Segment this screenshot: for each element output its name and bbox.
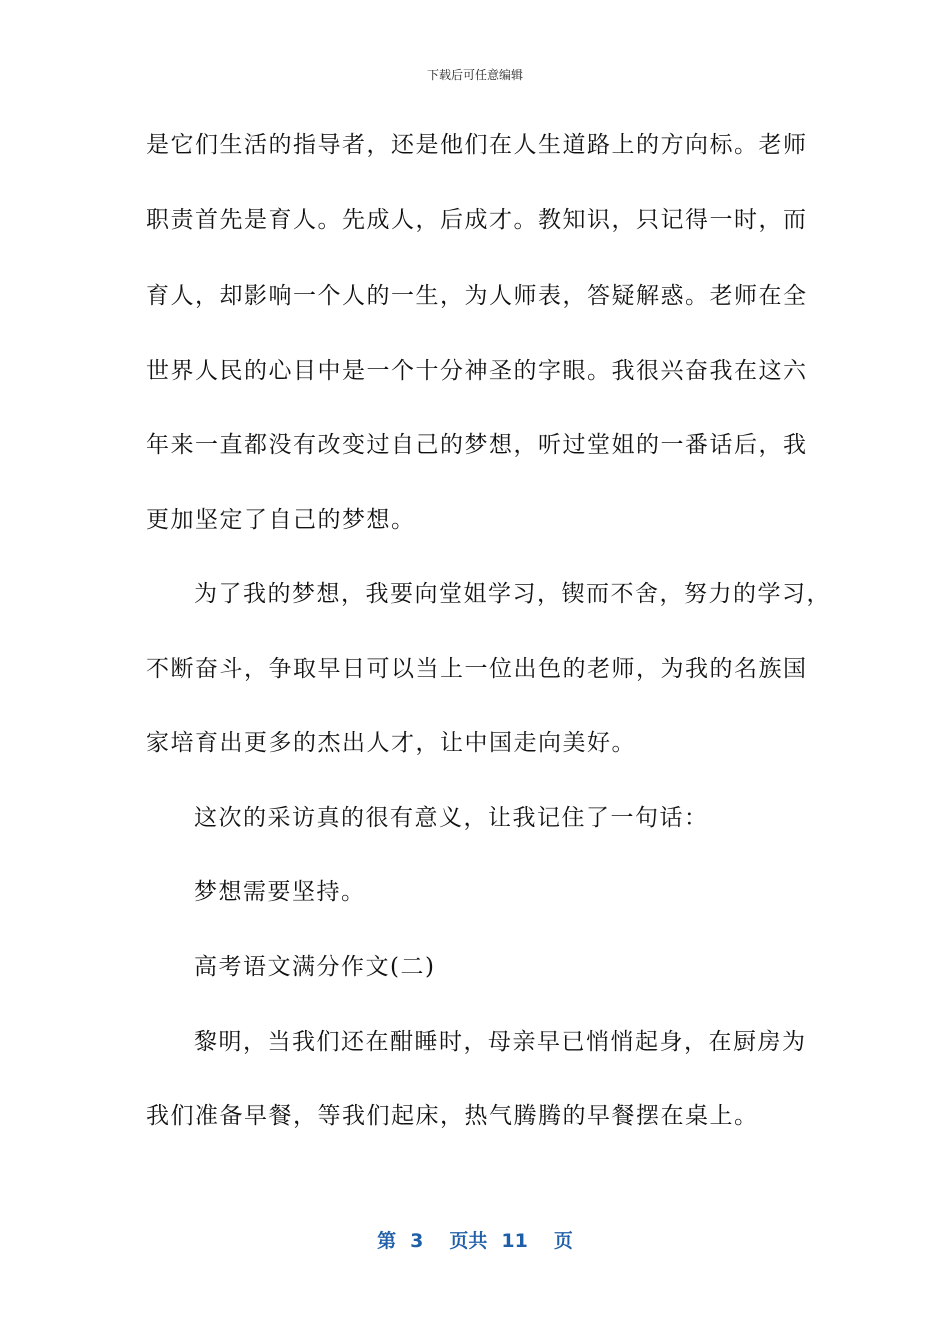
text-line: 梦想需要坚持。 — [194, 879, 366, 905]
text-line: 职责首先是育人。先成人，后成才。教知识，只记得一时，而 — [146, 207, 808, 233]
footer-suffix: 页 — [553, 1230, 573, 1252]
header-note: 下载后可任意编辑 — [426, 68, 523, 82]
section-heading: 高考语文满分作文(二) — [194, 954, 436, 980]
text-line: 更加坚定了自己的梦想。 — [146, 507, 416, 533]
current-page-number: 3 — [410, 1230, 424, 1252]
footer-prefix: 第 — [377, 1230, 397, 1252]
total-pages-number: 11 — [501, 1230, 528, 1252]
text-line: 这次的采访真的很有意义，让我记住了一句话： — [194, 805, 709, 831]
text-line: 家培育出更多的杰出人才，让中国走向美好。 — [146, 730, 636, 756]
text-line: 世界人民的心目中是一个十分神圣的字眼。我很兴奋我在这六 — [146, 358, 808, 384]
text-line: 年来一直都没有改变过自己的梦想，听过堂姐的一番话后，我 — [146, 432, 808, 458]
text-line: 为了我的梦想，我要向堂姐学习，锲而不舍，努力的学习， — [194, 581, 831, 607]
text-line: 育人，却影响一个人的一生，为人师表，答疑解惑。老师在全 — [146, 283, 808, 309]
text-line: 我们准备早餐，等我们起床，热气腾腾的早餐摆在桌上。 — [146, 1103, 759, 1129]
page-footer — [0, 1226, 950, 1253]
text-line: 黎明，当我们还在酣睡时，母亲早已悄悄起身，在厨房为 — [194, 1029, 807, 1055]
footer-middle: 页共 — [449, 1230, 488, 1252]
text-line: 不断奋斗，争取早日可以当上一位出色的老师，为我的名族国 — [146, 656, 808, 682]
text-line: 是它们生活的指导者，还是他们在人生道路上的方向标。老师 — [146, 132, 808, 158]
